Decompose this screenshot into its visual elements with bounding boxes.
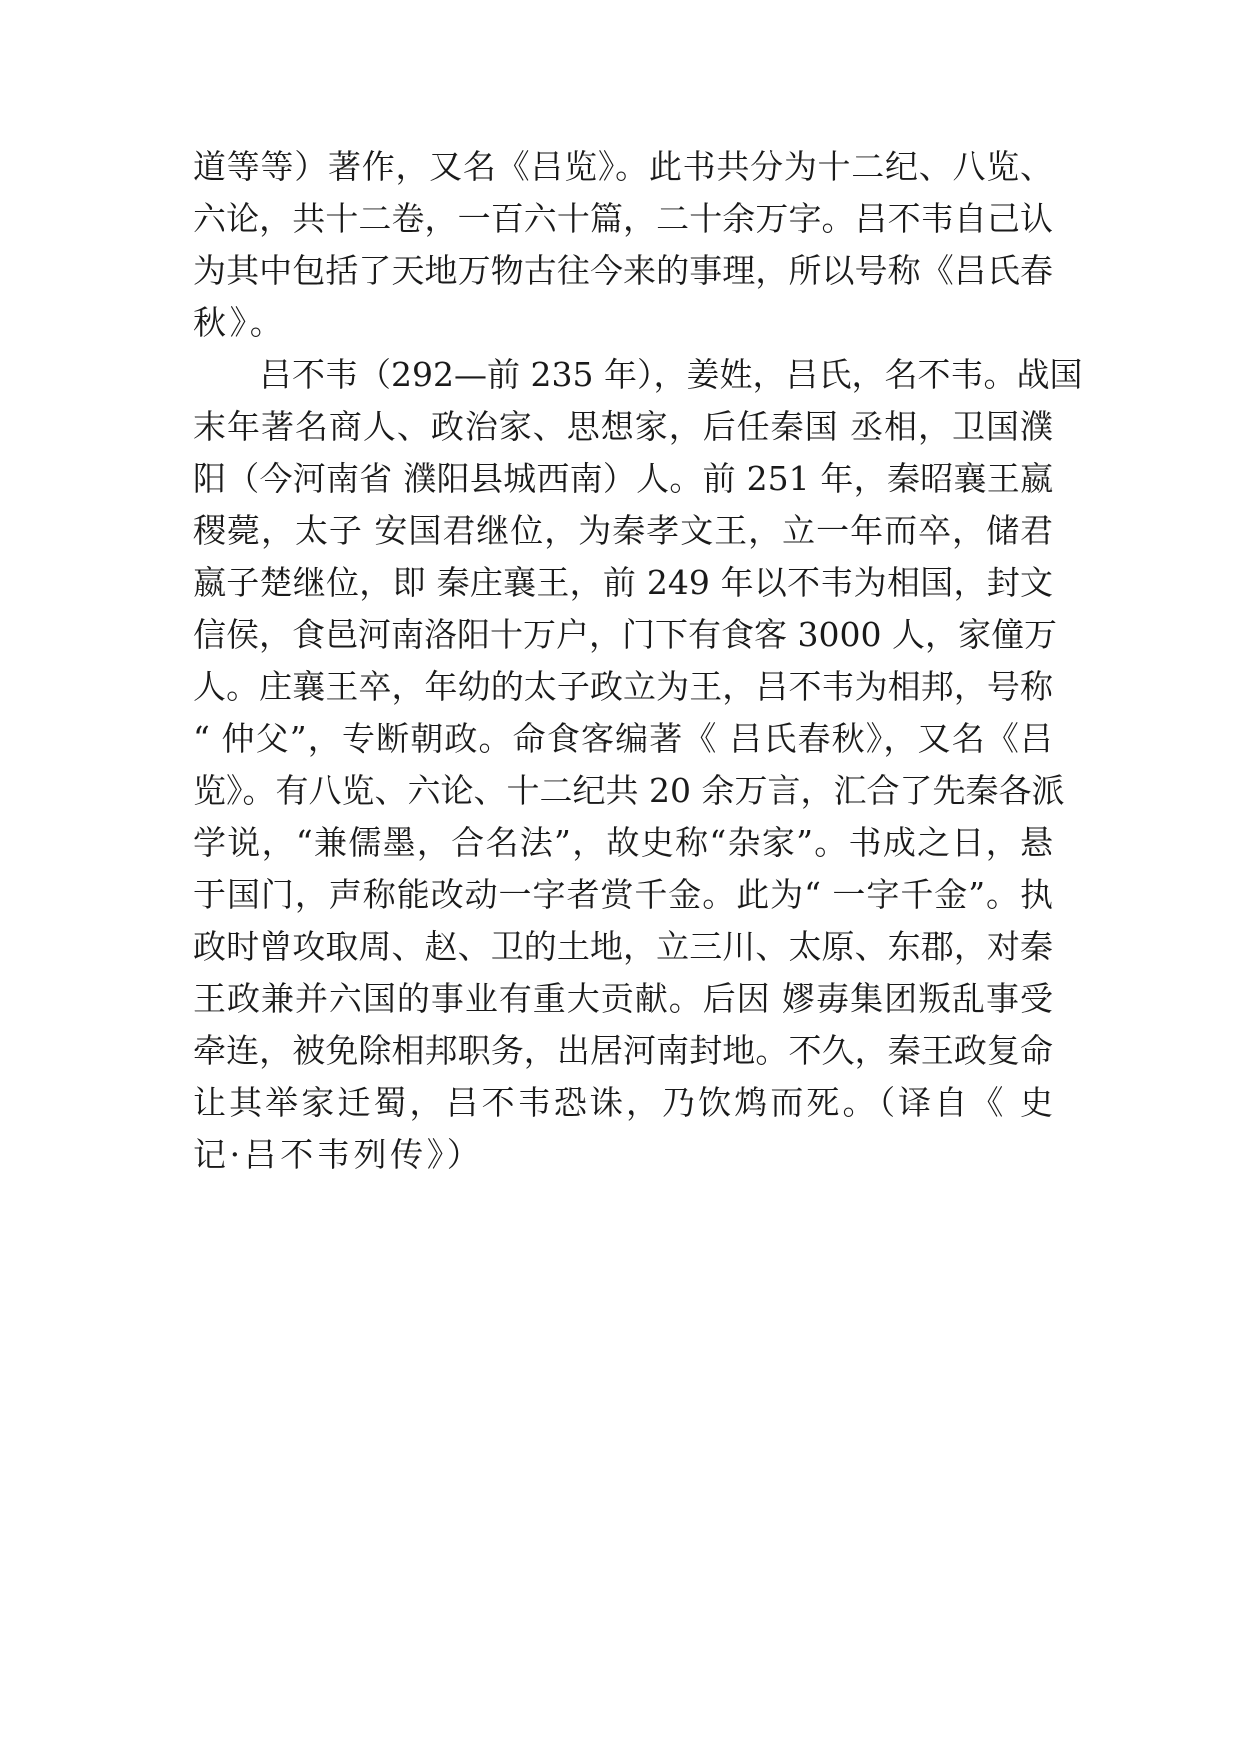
text-line: 为其中包括了天地万物古往今来的事理，所以号称《吕氏春: [193, 251, 1053, 290]
text-line: 学说，“兼儒墨，合名法”，故史称“杂家”。书成之日，悬: [193, 823, 1053, 862]
text-line: 王政兼并六国的事业有重大贡献。后因 嫪毐集团叛乱事受: [193, 979, 1053, 1018]
text-line: 末年著名商人、政治家、思想家，后任秦国 丞相，卫国濮: [193, 407, 1053, 446]
text-line: 记·吕不韦列传》）: [193, 1135, 484, 1174]
text-line: 人。庄襄王卒，年幼的太子政立为王，吕不韦为相邦，号称: [193, 667, 1053, 706]
text-line: 于国门，声称能改动一字者赏千金。此为“ 一字千金”。执: [193, 875, 1053, 914]
text-line: 信侯，食邑河南洛阳十万户，门下有食客 3000 人，家僮万: [193, 615, 1057, 654]
text-line: 政时曾攻取周、赵、卫的土地，立三川、太原、东郡，对秦: [193, 927, 1053, 966]
text-line: 阳（今河南省 濮阳县城西南）人。前 251 年，秦昭襄王嬴: [193, 459, 1053, 498]
text-line: 嬴子楚继位，即 秦庄襄王，前 249 年以不韦为相国，封文: [193, 563, 1053, 602]
text-line: 道等等）著作，又名《吕览》。此书共分为十二纪、八览、: [193, 147, 1053, 186]
text-line: 让其举家迁蜀，吕不韦恐诛，乃饮鸩而死。（译自《 史: [193, 1083, 1053, 1122]
text-line: 秋》。: [193, 303, 287, 342]
text-line: 吕不韦（292—前 235 年），姜姓，吕氏，名不韦。战国: [193, 355, 1083, 394]
text-line: 六论，共十二卷，一百六十篇，二十余万字。吕不韦自己认: [193, 199, 1053, 238]
text-line: “ 仲父”，专断朝政。命食客编著《 吕氏春秋》，又名《吕: [193, 719, 1053, 758]
text-line: 稷薨，太子 安国君继位，为秦孝文王，立一年而卒，储君: [193, 511, 1053, 550]
text-line: 览》。有八览、六论、十二纪共 20 余万言，汇合了先秦各派: [193, 771, 1065, 810]
text-line: 牵连，被免除相邦职务，出居河南封地。不久，秦王政复命: [193, 1031, 1053, 1070]
